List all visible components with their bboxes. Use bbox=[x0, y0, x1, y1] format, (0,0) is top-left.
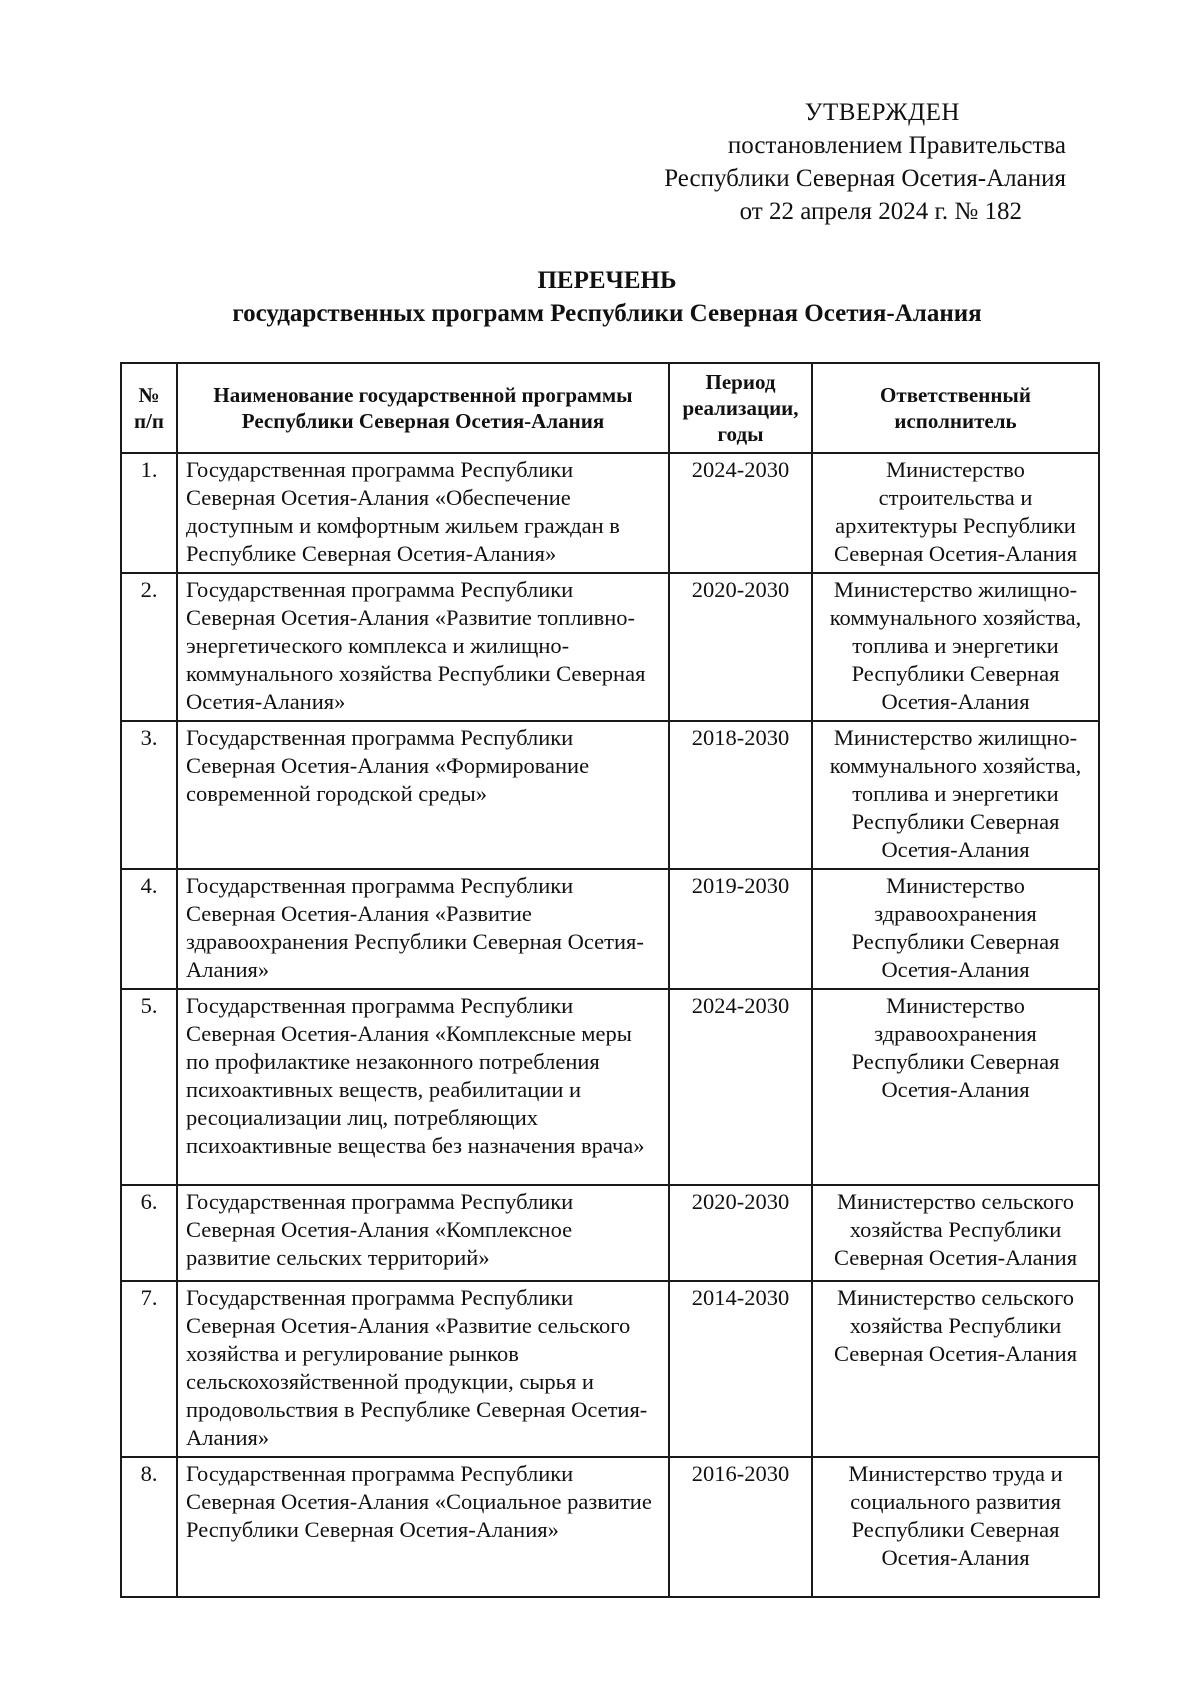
table-row bbox=[121, 453, 1099, 573]
title-subtitle: государственных программ Республики Северная Осетия-Алания bbox=[232, 300, 982, 327]
row-program-name: Государственная программа Республики Северная Осетия-Алания «Формирование современной городской среды» bbox=[177, 721, 669, 869]
row-executor: Министерство сельского хозяйства Республики Северная Осетия-Алания bbox=[812, 1281, 1099, 1457]
document-title bbox=[120, 264, 1094, 330]
approval-line-decree: постановлением Правительства bbox=[727, 132, 1066, 159]
row-num: 7. bbox=[121, 1281, 177, 1457]
row-num: 5. bbox=[121, 989, 177, 1185]
table-row bbox=[121, 1185, 1099, 1281]
row-period: 2020-2030 bbox=[669, 573, 812, 721]
header-period: Период реализации, годы bbox=[669, 363, 812, 453]
table-header-row bbox=[121, 363, 1099, 453]
programs-table bbox=[120, 362, 1100, 1598]
approval-heading: УТВЕРЖДЕН bbox=[804, 99, 960, 126]
table-row bbox=[121, 989, 1099, 1185]
row-executor: Министерство жилищно-коммунального хозяйства, топлива и энергетики Республики Северная Осетия-Алания bbox=[812, 573, 1099, 721]
row-period: 2024-2030 bbox=[669, 989, 812, 1185]
row-num: 3. bbox=[121, 721, 177, 869]
row-executor: Министерство сельского хозяйства Республики Северная Осетия-Алания bbox=[812, 1185, 1099, 1281]
header-executor: Ответственный исполнитель bbox=[812, 363, 1099, 453]
row-period: 2024-2030 bbox=[669, 453, 812, 573]
row-executor: Министерство труда и социального развития Республики Северная Осетия-Алания bbox=[812, 1457, 1099, 1597]
row-executor: Министерство строительства и архитектуры Республики Северная Осетия-Алания bbox=[812, 453, 1099, 573]
table-row bbox=[121, 573, 1099, 721]
header-num: № п/п bbox=[121, 363, 177, 453]
table-row bbox=[121, 1457, 1099, 1597]
row-period: 2014-2030 bbox=[669, 1281, 812, 1457]
approval-block bbox=[664, 96, 1066, 228]
row-num: 6. bbox=[121, 1185, 177, 1281]
row-program-name: Государственная программа Республики Северная Осетия-Алания «Развитие здравоохранения Республики Северная Осетия-Алания» bbox=[177, 869, 669, 989]
row-num: 1. bbox=[121, 453, 177, 573]
row-program-name: Государственная программа Республики Северная Осетия-Алания «Развитие сельского хозяйства и регулирование рынков сельскохозяйственной продукции, сырья и продовольствия в Республике Северная Осетия-Алания» bbox=[177, 1281, 669, 1457]
header-name: Наименование государственной программы Республики Северная Осетия-Алания bbox=[177, 363, 669, 453]
row-executor: Министерство здравоохранения Республики Северная Осетия-Алания bbox=[812, 869, 1099, 989]
row-period: 2018-2030 bbox=[669, 721, 812, 869]
row-period: 2019-2030 bbox=[669, 869, 812, 989]
table-row bbox=[121, 721, 1099, 869]
row-period: 2020-2030 bbox=[669, 1185, 812, 1281]
row-num: 2. bbox=[121, 573, 177, 721]
row-executor: Министерство жилищно-коммунального хозяйства, топлива и энергетики Республики Северная Осетия-Алания bbox=[812, 721, 1099, 869]
row-num: 4. bbox=[121, 869, 177, 989]
row-program-name: Государственная программа Республики Северная Осетия-Алания «Развитие топливно-энергетического комплекса и жилищно-коммунального хозяйства Республики Северная Осетия-Алания» bbox=[177, 573, 669, 721]
row-program-name: Государственная программа Республики Северная Осетия-Алания «Комплексные меры по профилактике незаконного потребления психоактивных веществ, реабилитации и ресоциализации лиц, потребляющих психоактивные вещества без назначения врача» bbox=[177, 989, 669, 1185]
row-program-name: Государственная программа Республики Северная Осетия-Алания «Социальное развитие Республики Северная Осетия-Алания» bbox=[177, 1457, 669, 1597]
row-executor: Министерство здравоохранения Республики Северная Осетия-Алания bbox=[812, 989, 1099, 1185]
table-row bbox=[121, 1281, 1099, 1457]
table-row bbox=[121, 869, 1099, 989]
row-period: 2016-2030 bbox=[669, 1457, 812, 1597]
row-num: 8. bbox=[121, 1457, 177, 1597]
approval-line-date: от 22 апреля 2024 г. № 182 bbox=[739, 198, 1022, 225]
row-program-name: Государственная программа Республики Северная Осетия-Алания «Комплексное развитие сельских территорий» bbox=[177, 1185, 669, 1281]
approval-line-republic: Республики Северная Осетия-Алания bbox=[664, 165, 1066, 192]
row-program-name: Государственная программа Республики Северная Осетия-Алания «Обеспечение доступным и комфортным жильем граждан в Республике Северная Осетия-Алания» bbox=[177, 453, 669, 573]
title-main: ПЕРЕЧЕНЬ bbox=[537, 267, 677, 294]
